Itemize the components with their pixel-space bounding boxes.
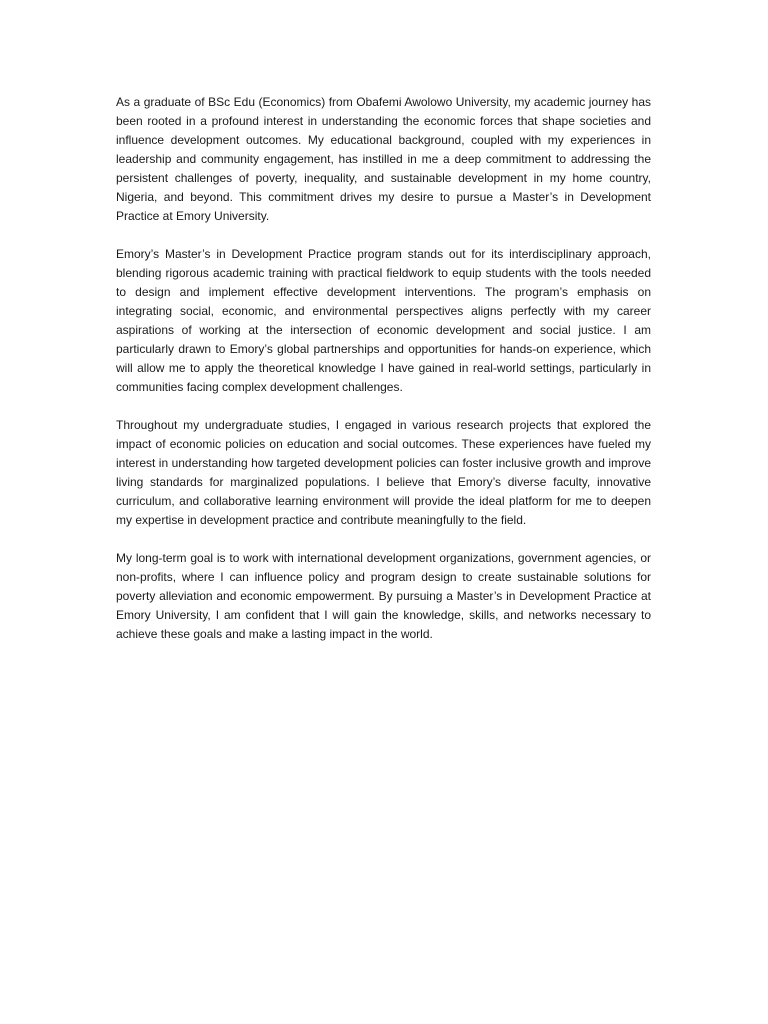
paragraph-goals: My long-term goal is to work with international development organizations, government agencies, or non-profits, where I can influence policy and program design to create sustainable solutions for poverty alleviation and economic empowerment. By pursuing a Master’s in Development Practice at Emory University, I am confident that I will gain the knowledge, skills, and networks necessary to achieve these goals and make a lasting impact in the world. — [116, 551, 651, 641]
paragraph-intro: As a graduate of BSc Edu (Economics) from Obafemi Awolowo University, my academic journey has been rooted in a profound interest in understanding the economic forces that shape societies and influence development outcomes. My educational background, coupled with my experiences in leadership and community engagement, has instilled in me a deep commitment to addressing the persistent challenges of poverty, inequality, and sustainable development in my home country, Nigeria, and beyond. This commitment drives my desire to pursue a Master’s in Development Practice at Emory University. — [116, 95, 651, 223]
document-body — [116, 93, 651, 663]
paragraph-program: Emory’s Master’s in Development Practice program stands out for its interdisciplinary approach, blending rigorous academic training with practical fieldwork to equip students with the tools needed to design and implement effective development interventions. The program’s emphasis on integrating social, economic, and environmental perspectives aligns perfectly with my career aspirations of working at the intersection of economic development and social justice. I am particularly drawn to Emory’s global partnerships and opportunities for hands-on experience, which will allow me to apply the theoretical knowledge I have gained in real-world settings, particularly in communities facing complex development challenges. — [116, 247, 651, 394]
paragraph-research: Throughout my undergraduate studies, I engaged in various research projects that explored the impact of economic policies on education and social outcomes. These experiences have fueled my interest in understanding how targeted development policies can foster inclusive growth and improve living standards for marginalized populations. I believe that Emory’s diverse faculty, innovative curriculum, and collaborative learning environment will provide the ideal platform for me to deepen my expertise in development practice and contribute meaningfully to the field. — [116, 418, 651, 527]
